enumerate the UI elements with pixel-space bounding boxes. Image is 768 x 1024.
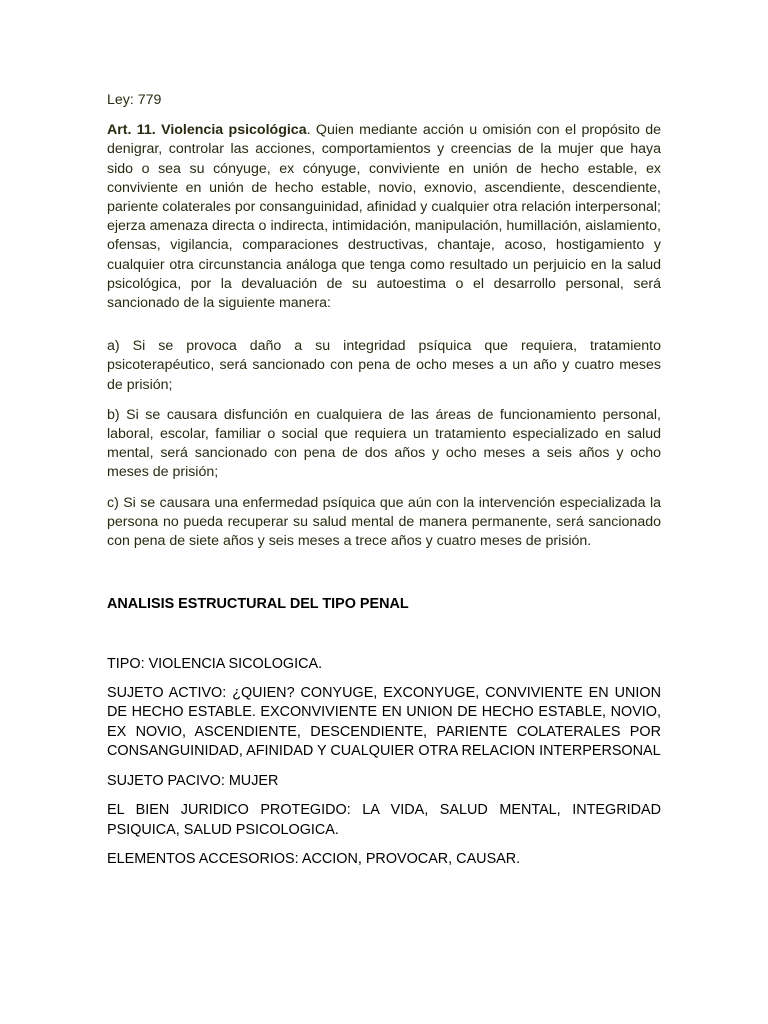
article-paragraph: [107, 121, 661, 313]
sanction-item-a: a) Si se provoca daño a su integridad psíquica que requiera, tratamiento psicoterapéutico, será sancionado con pena de ocho meses a un año y cuatro meses de prisión;: [107, 338, 661, 393]
article-body: . Quien mediante acción u omisión con el propósito de denigrar, controlar las acciones, comportamientos y creencias de la mujer que haya sido o sea su cónyuge, ex cónyuge, conviviente en unión de hecho estable, ex conviviente en unión de hecho estable, novio, exnovio, ascendiente, descendiente, pariente colaterales por consanguinidad, afinidad y cualquier otra relación interpersonal; ejerza amenaza directa o indirecta, intimidación, manipulación, humillación, aislamiento, ofensas, vigilancia, comparaciones destructivas, chantaje, acoso, hostigamiento y cualquier otra circunstancia análoga que tenga como resultado un perjuicio en la salud psicológica, por la devaluación de su autoestima o el desarrollo personal, será sancionado de la siguiente manera:: [107, 122, 661, 312]
sanction-item-b: b) Si se causara disfunción en cualquiera de las áreas de funcionamiento personal, laboral, escolar, familiar o social que requiera un tratamiento especializado en salud mental, será sancionado con pena de dos años y ocho meses a seis años y ocho meses de prisión;: [107, 406, 661, 481]
sujeto-activo-line: SUJETO ACTIVO: ¿QUIEN? CONYUGE, EXCONYUGE, CONVIVIENTE EN UNION DE HECHO ESTABLE. EXCONVIVIENTE EN UNION DE HECHO ESTABLE, NOVIO, EX NOVIO, ASCENDIENTE, DESCENDIENTE, PARIENTE COLATERALES POR CONSANGUINIDAD, AFINIDAD Y CUALQUIER OTRA RELACION INTERPERSONAL: [107, 685, 661, 760]
analysis-heading: ANALISIS ESTRUCTURAL DEL TIPO PENAL: [107, 596, 409, 613]
document-content: [107, 91, 661, 879]
bien-juridico-line: EL BIEN JURIDICO PROTEGIDO: LA VIDA, SALUD MENTAL, INTEGRIDAD PSIQUICA, SALUD PSICOLOGICA.: [107, 802, 661, 838]
article-title: Art. 11. Violencia psicológica: [107, 122, 307, 139]
sujeto-pasivo-line: SUJETO PACIVO: MUJER: [107, 772, 279, 789]
elementos-accesorios-line: ELEMENTOS ACCESORIOS: ACCION, PROVOCAR, CAUSAR.: [107, 850, 521, 867]
tipo-line: TIPO: VIOLENCIA SICOLOGICA.: [107, 655, 323, 672]
sanction-item-c: c) Si se causara una enfermedad psíquica que aún con la intervención especializada la persona no pueda recuperar su salud mental de manera permanente, será sancionado con pena de siete años y seis meses a trece años y cuatro meses de prisión.: [107, 494, 661, 550]
law-number: Ley: 779: [107, 92, 162, 108]
